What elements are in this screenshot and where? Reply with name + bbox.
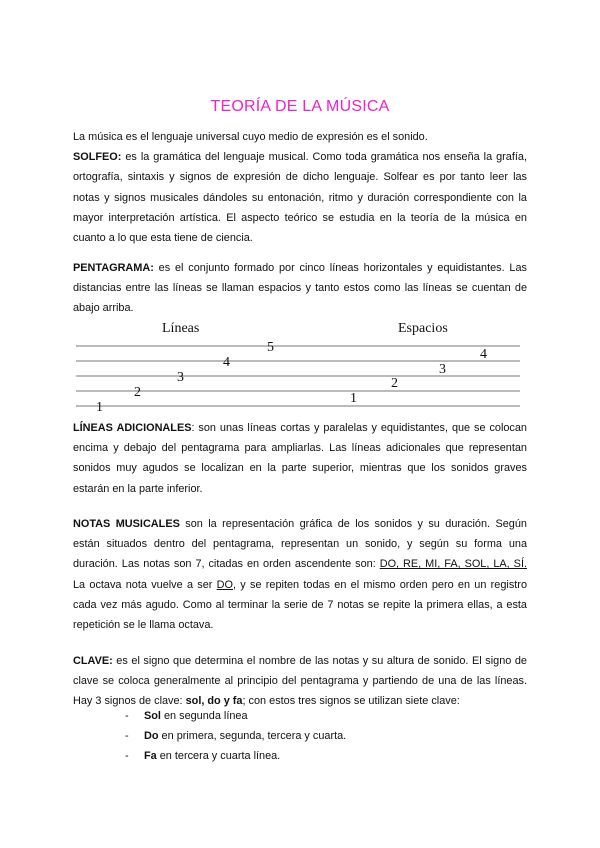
list-dash: - — [125, 730, 129, 743]
list-item — [125, 726, 525, 746]
clave-name: Do — [144, 730, 159, 743]
clave-text-b: ; con estos tres signos se utilizan siete clave: — [242, 695, 460, 708]
list-dash: - — [125, 750, 129, 763]
notas-text-c: , y se repiten todas en el mismo orden pero en un registro cada vez más agudo. Como al terminar la serie de 7 notas se repite la primera ellas, a esta repetición se le llama octava. — [73, 578, 527, 632]
staff-label-spaces: Espacios — [398, 321, 448, 336]
notas-term: NOTAS MUSICALES — [73, 518, 180, 530]
notas-text-b: La octava nota vuelve a ser — [73, 578, 217, 591]
solfeo-term: SOLFEO: — [73, 151, 122, 164]
clave-list — [125, 706, 525, 767]
line-number-1: 1 — [96, 400, 103, 415]
list-dash: - — [125, 710, 129, 722]
solfeo-text: es la gramática del lenguaje musical. Como toda gramática nos enseña la grafía, ortografía, sintaxis y signos de expresión de dicho lenguaje. Solfear es por tanto leer las notas y signos musicales dándoles su entonación, ritmo y duración correspondiente con la mayor interpretación artística. El aspecto teórico se estudia en la teoría de la música en cuanto a lo que esta tiene de ciencia. — [73, 151, 527, 245]
staff-figure — [70, 316, 526, 416]
notas-text-a: son la representación gráfica de los sonidos y su duración. Según están situados dentro del pentagrama, representan un sonido, y según su forma una duración. Las notas son 7, citadas en orden ascendente son: — [73, 518, 527, 571]
clave-name: Fa — [144, 750, 157, 763]
lineas-adicionales-text: : son unas líneas cortas y paralelas y equidistantes, que se colocan encima y debajo del pentagrama para ampliarlas. Las líneas adicionales que representan sonidos muy agudos se localizan en la parte superior, mientras que los sonidos graves estarán en la parte inferior. — [73, 422, 527, 495]
space-number-1: 1 — [350, 391, 357, 406]
octave-note: DO — [216, 578, 234, 591]
lineas-adicionales-term: LÍNEAS ADICIONALES — [73, 422, 192, 434]
notas-list: DO, RE, MI, FA, SOL, LA, SÍ. — [379, 558, 527, 571]
staff-label-lines: Líneas — [162, 321, 200, 336]
space-number-4: 4 — [480, 347, 487, 362]
list-item — [125, 746, 525, 766]
clave-term: CLAVE: — [73, 655, 113, 667]
line-number-4: 4 — [223, 355, 230, 370]
page-title: TEORÍA DE LA MÚSICA — [210, 98, 390, 115]
list-item — [125, 706, 525, 726]
line-number-2: 2 — [134, 385, 141, 400]
intro-text: La música es el lenguaje universal cuyo medio de expresión es el sonido. — [73, 131, 428, 143]
pentagrama-term: PENTAGRAMA: — [73, 262, 154, 274]
space-number-3: 3 — [439, 362, 446, 377]
space-number-2: 2 — [391, 376, 398, 391]
clave-section — [73, 651, 527, 712]
clave-desc: en segunda línea — [160, 710, 248, 722]
pentagrama-text: es el conjunto formado por cinco líneas horizontales y equidistantes. Las distancias entre las líneas se llaman espacios y tanto estos como las líneas se cuentan de abajo arriba. — [73, 262, 527, 315]
clave-signs: sol, do y fa — [185, 695, 243, 708]
line-number-5: 5 — [267, 340, 274, 355]
lineas-adicionales-section — [73, 418, 527, 499]
line-number-3: 3 — [177, 370, 184, 385]
clave-name: Sol — [144, 710, 161, 722]
solfeo-section — [73, 127, 527, 248]
pentagrama-section — [73, 258, 527, 319]
notas-section — [73, 514, 527, 635]
clave-desc: en primera, segunda, tercera y cuarta. — [158, 730, 347, 743]
clave-desc: en tercera y cuarta línea. — [156, 750, 281, 763]
clave-text-a: es el signo que determina el nombre de las notas y su altura de sonido. El signo de clave se coloca generalmente al principio del pentagrama y partiendo de una de las líneas. Hay 3 signos de clave: — [73, 655, 527, 708]
